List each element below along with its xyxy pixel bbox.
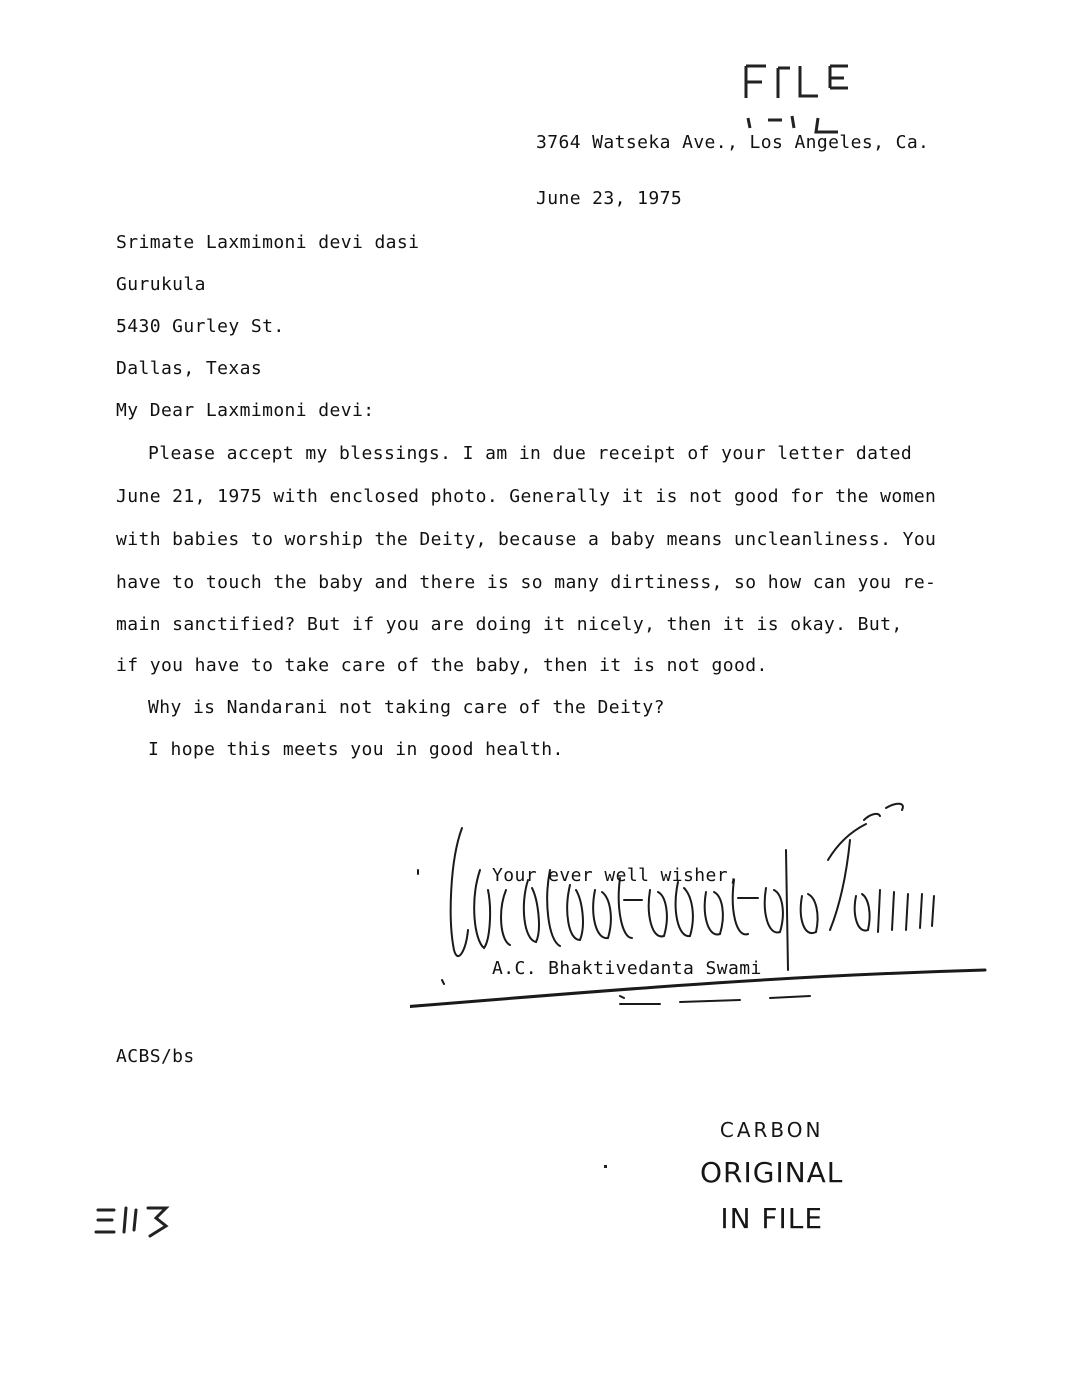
stamp-original: ORIGINAL [700, 1156, 844, 1189]
signatory-name: A.C. Bhaktivedanta Swami [492, 958, 762, 979]
valediction: Your ever well wisher, [492, 865, 740, 886]
body-line: have to touch the baby and there is so many dirtiness, so how can you re- [116, 572, 937, 593]
body-line: with babies to worship the Deity, because a baby means uncleanliness. You [116, 529, 937, 550]
recipient-line2: Gurukula [116, 274, 206, 295]
recipient-street: 5430 Gurley St. [116, 316, 285, 337]
sender-address: 3764 Watseka Ave., Los Angeles, Ca. [536, 132, 930, 153]
handwritten-signature [410, 800, 1010, 1030]
recipient-city: Dallas, Texas [116, 358, 263, 379]
recipient-name: Srimate Laxmimoni devi dasi [116, 232, 420, 253]
body-line: main sanctified? But if you are doing it nicely, then it is okay. But, [116, 614, 903, 635]
letter-date: June 23, 1975 [536, 188, 683, 209]
body-line: if you have to take care of the baby, then it is not good. [116, 655, 768, 676]
body-paragraph-3: I hope this meets you in good health. [148, 739, 564, 760]
file-stamp-mark [738, 58, 858, 138]
carbon-original-stamp [700, 1118, 843, 1234]
speck [604, 1165, 607, 1168]
salutation: My Dear Laxmimoni devi: [116, 400, 375, 421]
body-line: June 21, 1975 with enclosed photo. Generally it is not good for the women [116, 486, 937, 507]
body-paragraph-2: Why is Nandarani not taking care of the Deity? [148, 697, 665, 718]
stamp-carbon: CARBON [719, 1118, 824, 1142]
stamp-in-file: IN FILE [720, 1202, 824, 1235]
typist-initials: ACBS/bs [116, 1046, 195, 1067]
body-line: Please accept my blessings. I am in due receipt of your letter dated [148, 443, 913, 464]
file-mark-scribble [92, 1200, 182, 1250]
